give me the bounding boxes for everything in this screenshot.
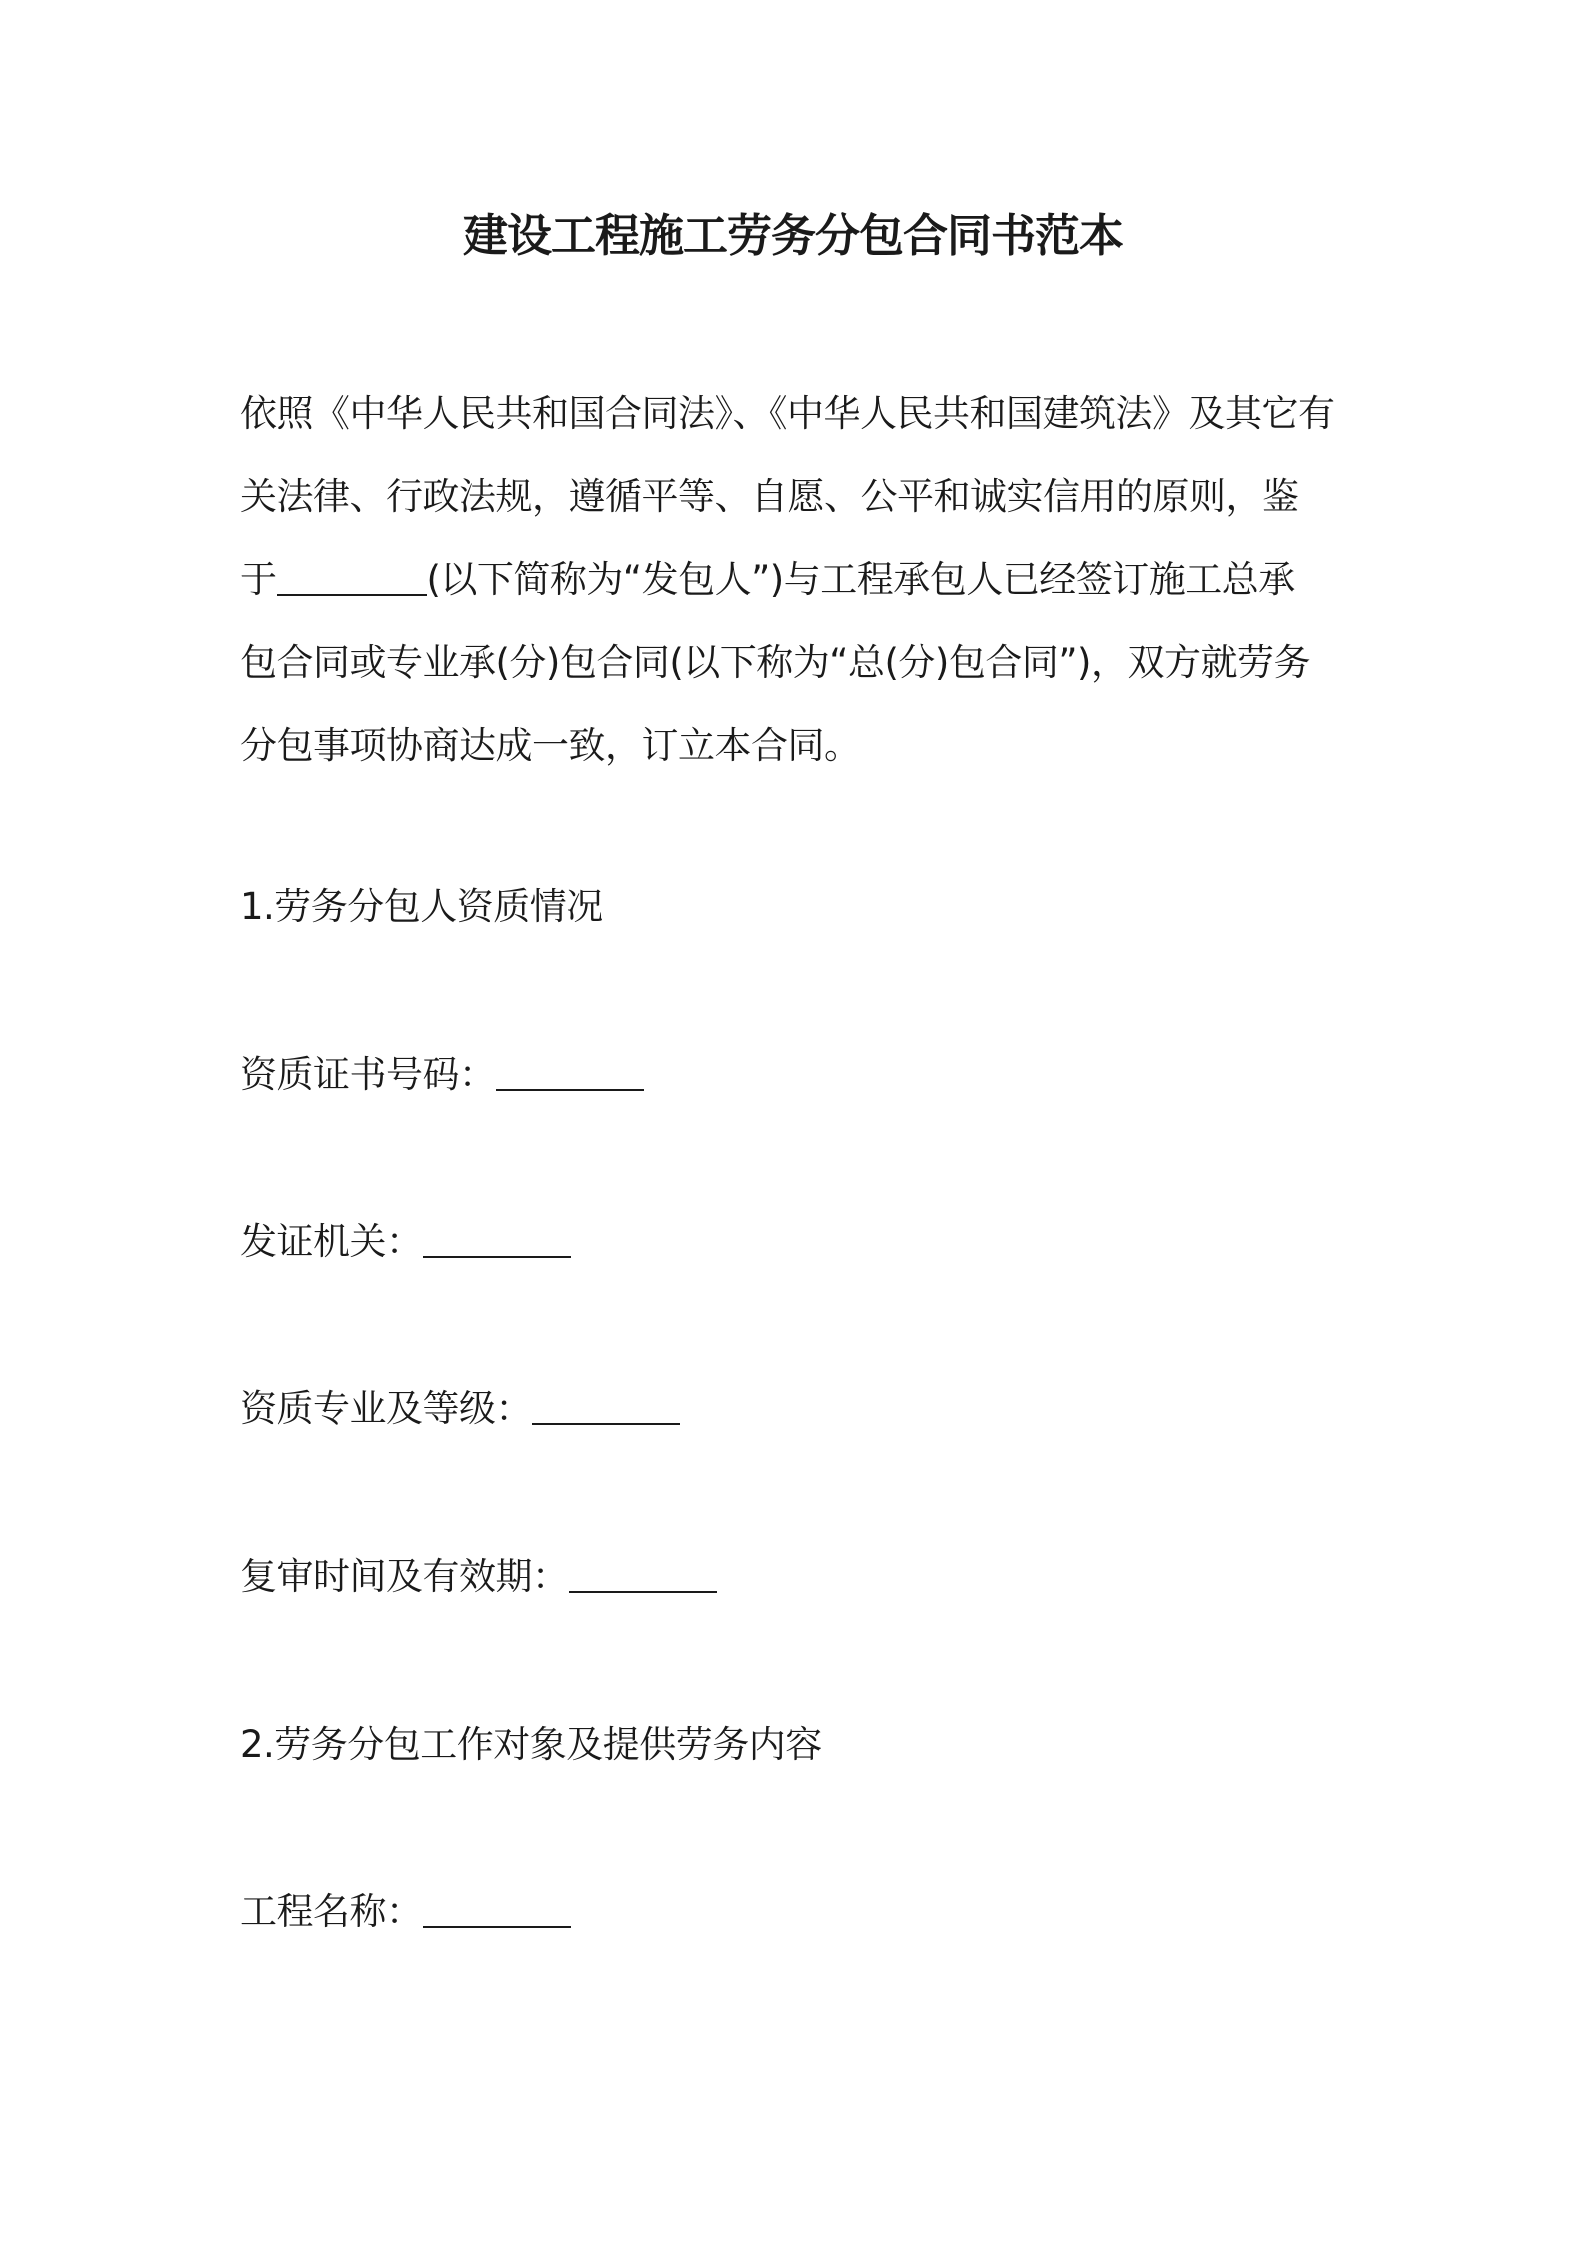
cert-number-field bbox=[240, 1050, 644, 1100]
intro-line-1: 依照《中华人民共和国合同法》、《中华人民共和国建筑法》及其它有 bbox=[240, 392, 1335, 435]
intro-line-5: 分包事项协商达成一致，订立本合同。 bbox=[240, 724, 861, 767]
project-name-field bbox=[240, 1887, 571, 1937]
cert-number-blank[interactable] bbox=[496, 1088, 644, 1091]
intro-line-4: 包合同或专业承(分)包合同(以下称为“总(分)包合同”)，双方就劳务 bbox=[240, 641, 1310, 684]
review-validity-label: 复审时间及有效期： bbox=[240, 1555, 569, 1598]
intro-paragraph bbox=[240, 372, 1360, 787]
intro-line-3-prefix: 于 bbox=[240, 558, 277, 601]
section-2-heading: 2.劳务分包工作对象及提供劳务内容 bbox=[240, 1723, 822, 1766]
intro-line-3-suffix: (以下简称为“发包人”)与工程承包人已经签订施工总承 bbox=[426, 558, 1295, 601]
major-grade-label: 资质专业及等级： bbox=[240, 1387, 532, 1430]
project-name-label: 工程名称： bbox=[240, 1890, 423, 1933]
issuer-field bbox=[240, 1217, 571, 1267]
major-grade-field bbox=[240, 1384, 680, 1434]
project-name-blank[interactable] bbox=[423, 1925, 571, 1928]
major-grade-blank[interactable] bbox=[532, 1422, 680, 1425]
document-title: 建设工程施工劳务分包合同书范本 bbox=[462, 209, 1123, 262]
review-validity-field bbox=[240, 1552, 717, 1602]
intro-line-3 bbox=[240, 538, 1360, 621]
issuer-blank[interactable] bbox=[423, 1255, 571, 1258]
section-1-heading: 1.劳务分包人资质情况 bbox=[240, 885, 603, 928]
review-validity-blank[interactable] bbox=[569, 1590, 717, 1593]
intro-line-2: 关法律、行政法规，遵循平等、自愿、公平和诚实信用的原则，鉴 bbox=[240, 475, 1299, 518]
cert-number-label: 资质证书号码： bbox=[240, 1053, 496, 1096]
employer-name-blank[interactable] bbox=[277, 593, 427, 596]
issuer-label: 发证机关： bbox=[240, 1220, 423, 1263]
